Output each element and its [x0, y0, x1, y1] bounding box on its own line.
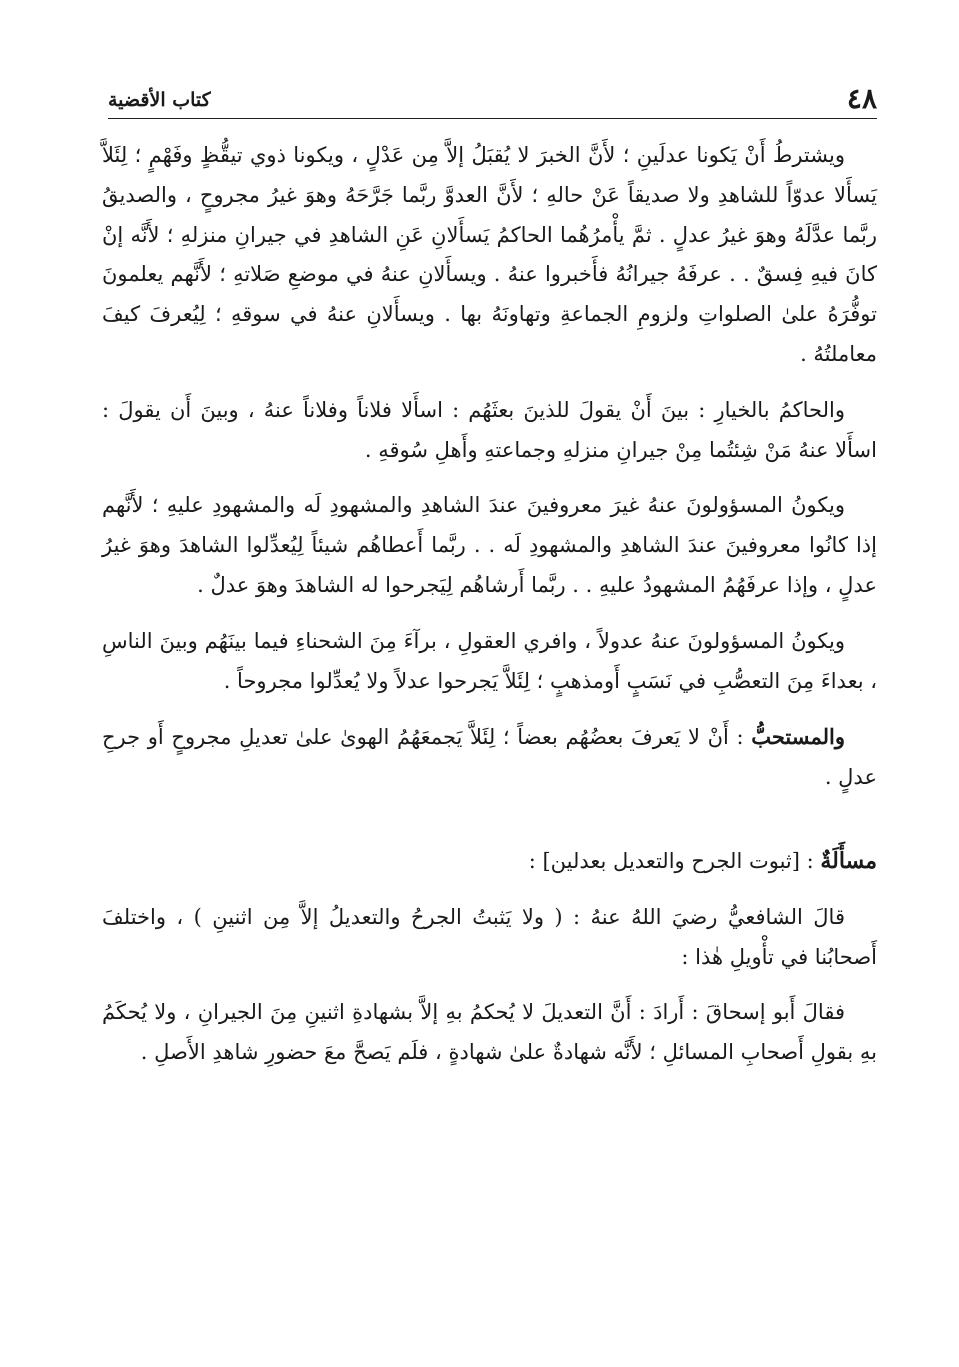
- issue-heading: [102, 842, 877, 882]
- page-number: ٤٨: [846, 82, 877, 115]
- paragraph: ويشترطُ أَنْ يَكونا عدلَينِ ؛ لأَنَّ الخبرَ لا يُقبَلُ إلاَّ مِن عَدْلٍ ، ويكونا ذوي تيقُّظٍ وفَهْمٍ ؛ لِئَلاَّ يَسأَلا عدوّاً للشاهدِ ولا صديقاً عَنْ حالهِ ؛ لأَنَّ العدوَّ ربَّما جَرَّحَهُ وهوَ غيرُ مجروحٍ ، والصديقُ ربَّما عدَّلَهُ وهوَ غيرُ عدلٍ . ثمَّ يأْمرُهُما الحاكمُ يَسأَلانِ عَنِ الشاهدِ في جيرانِ منزلهِ ؛ لأَنَّه إنْ كانَ فيهِ فِسقٌ . . عرفَهُ جيرانُهُ فأَخبروا عنهُ . ويسأَلانِ عنهُ في موضعِ صَلاتهِ ؛ لأَنَّهم يعلمونَ توفُّرَهُ علىٰ الصلواتِ ولزومِ الجماعةِ وتهاونَهُ بها . ويسأَلانِ عنهُ في سوقهِ ؛ لِيُعرفَ كيفَ معاملتُهُ .: [102, 143, 877, 366]
- running-title: كتاب الأقضية: [108, 89, 211, 111]
- page-header: [108, 84, 877, 119]
- paragraph: والحاكمُ بالخيارِ : بينَ أَنْ يقولَ للذينَ بعثَهُم : اسأَلا فلاناً وفلاناً عنهُ ، وبينَ أَن يقولَ : اسأَلا عنهُ مَنْ شِئتُما مِنْ جيرانِ منزلهِ وجماعتهِ وأَهلِ سُوقهِ .: [102, 397, 877, 462]
- paragraph: فقالَ أَبو إسحاقَ : أَرادَ : أَنَّ التعديلَ لا يُحكمُ بهِ إلاَّ بشهادةِ اثنينِ مِنَ الجيرانِ ، ولا يُحكَمُ بهِ بقولِ أَصحابِ المسائلِ ؛ لأَنَّه شهادةٌ علىٰ شهادةٍ ، فلَم يَصحَّ معَ حضورِ شاهدِ الأَصلِ .: [102, 1000, 877, 1065]
- issue-title: : [ثبوت الجرح والتعديل بعدلين] :: [528, 848, 821, 873]
- paragraph: قالَ الشافعيُّ رضيَ اللهُ عنهُ : ( ولا يَثبتُ الجرحُ والتعديلُ إلاَّ مِن اثنينِ ) ، واختلفَ أَصحابُنا في تأْويلِ هٰذا :: [102, 904, 877, 969]
- mustahab-text: : أَنْ لا يَعرفَ بعضُهُم بعضاً ؛ لِئَلاَّ يَجمعَهُمُ الهوىٰ علىٰ تعديلِ مجروحٍ أَو جرحِ عدلٍ .: [102, 725, 877, 790]
- main-text: [102, 136, 877, 1089]
- paragraph: ويكونُ المسؤولونَ عنهُ غيرَ معروفينَ عندَ الشاهدِ والمشهودِ لَه والمشهودِ عليهِ ؛ لأَنَّهم إذا كانُوا معروفينَ عندَ الشاهدِ والمشهودِ لَه . . ربَّما أَعطاهُم شيئاً لِيُعدِّلوا الشاهدَ وهوَ غيرُ عدلٍ ، وإذا عرفَهُمُ المشهودُ عليهِ . . ربَّما أَرشاهُم لِيَجرحوا له الشاهدَ وهوَ عدلٌ .: [102, 493, 877, 597]
- mustahab-paragraph: [102, 717, 877, 798]
- mustahab-lead: والمستحبُّ: [751, 724, 845, 750]
- issue-label: مسأَلَةٌ: [820, 847, 877, 874]
- paragraph: ويكونُ المسؤولونَ عنهُ عدولاً ، وافري العقولِ ، برآءَ مِنَ الشحناءِ فيما بينَهُم وبينَ الناسِ ، بعداءَ مِنَ التعصُّبِ في نَسَبٍ أَومذهبٍ ؛ لِئَلاَّ يَجرحوا عدلاً ولا يُعدِّلوا مجروحاً .: [102, 628, 877, 693]
